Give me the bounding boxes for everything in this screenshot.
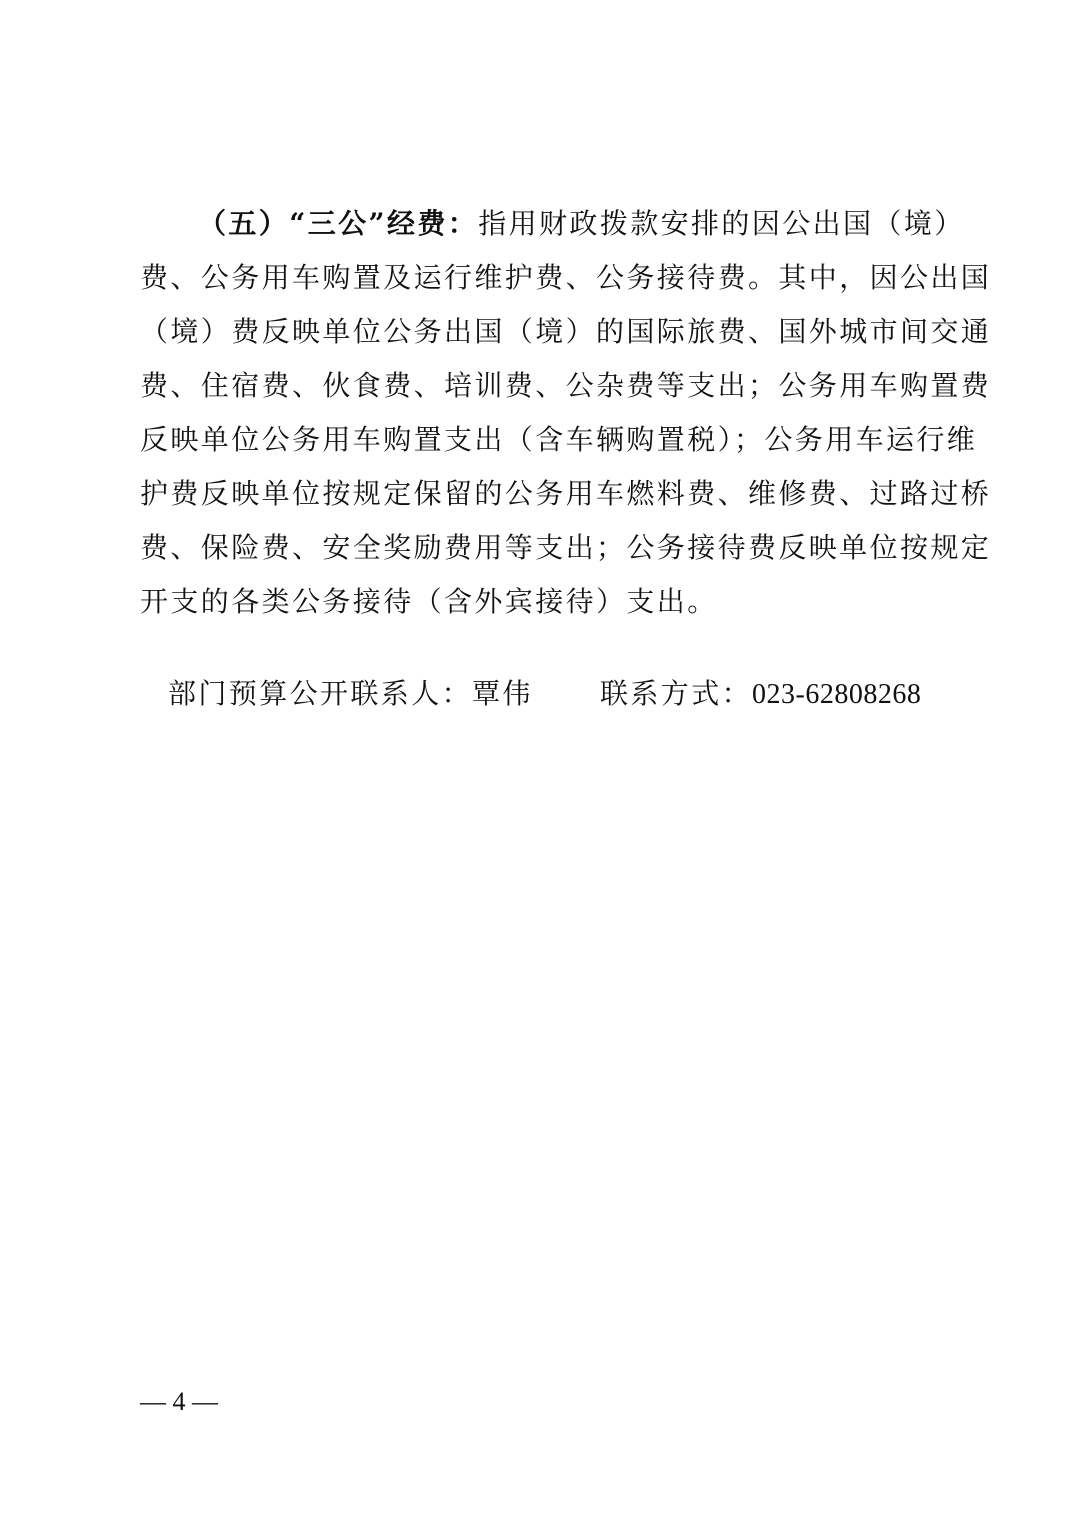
paragraph-line-7: 费、保险费、安全奖励费用等支出；公务接待费反映单位按规定	[140, 531, 992, 564]
contact-method	[600, 670, 921, 719]
paragraph-line-6: 护费反映单位按规定保留的公务用车燃料费、维修费、过路过桥	[140, 477, 992, 510]
paragraph-line-8: 开支的各类公务接待（含外宾接待）支出。	[140, 585, 718, 618]
paragraph-line-5: 反映单位公务用车购置支出（含车辆购置税）；公务用车运行维	[140, 423, 978, 456]
contact-line	[168, 670, 928, 718]
paragraph-line-1	[140, 197, 965, 251]
three-public-expenses-paragraph	[140, 197, 992, 629]
paragraph-line-2: 费、公务用车购置及运行维护费、公务接待费。其中，因公出国	[140, 261, 992, 294]
contact-person: 部门预算公开联系人：覃伟	[168, 677, 533, 710]
section-heading: （五）“三公”经费：	[198, 207, 479, 240]
contact-method-label: 联系方式：	[600, 677, 753, 710]
paragraph-line-3: （境）费反映单位公务出国（境）的国际旅费、国外城市间交通	[140, 315, 992, 348]
paragraph-text: 指用财政拨款安排的因公出国（境）	[478, 207, 965, 240]
contact-phone: 023-62808268	[752, 679, 922, 710]
paragraph-line-4: 费、住宿费、伙食费、培训费、公杂费等支出；公务用车购置费	[140, 369, 992, 402]
page-number: — 4 —	[140, 1387, 218, 1416]
